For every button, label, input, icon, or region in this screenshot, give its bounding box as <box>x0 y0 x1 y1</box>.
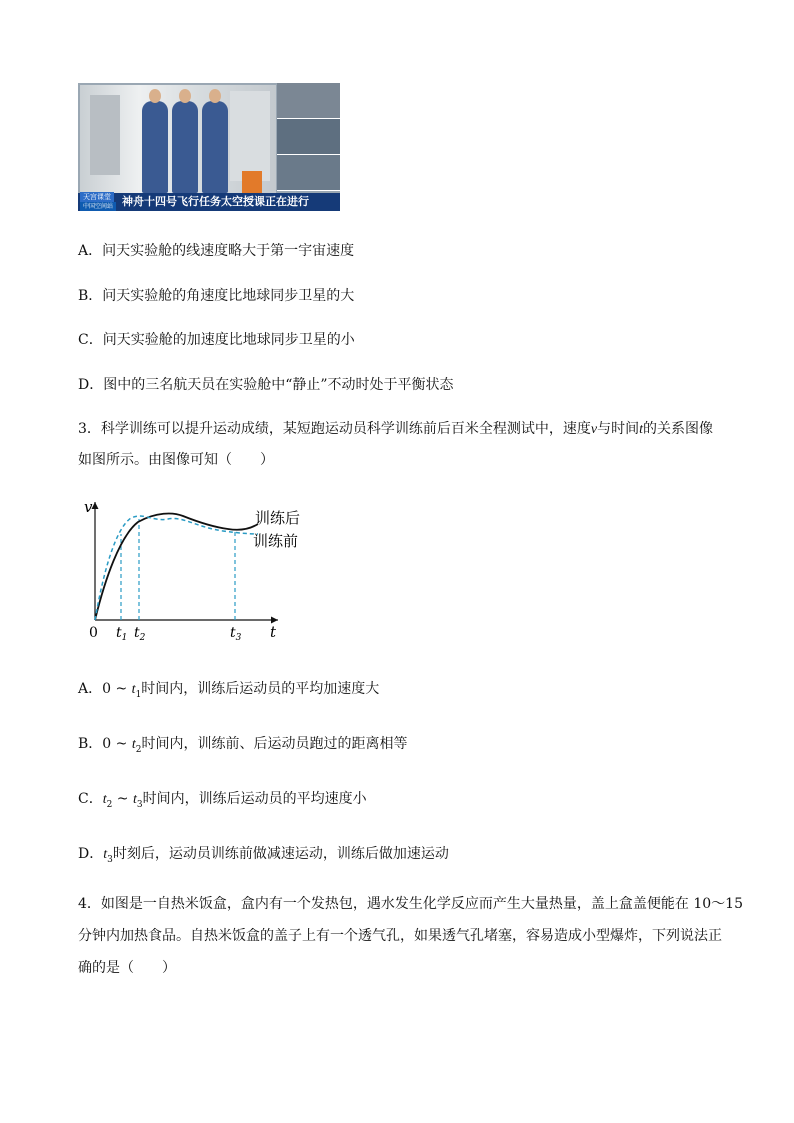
q4-stem-line2: 分钟内加热食品。自热米饭盒的盖子上有一个透气孔，如果透气孔堵塞，容易造成小型爆炸，下列说法正 <box>78 928 722 944</box>
origin-label: 0 <box>89 625 98 641</box>
option-text: 时间内，训练后运动员的平均速度小 <box>142 791 367 807</box>
q3-stem-text: 3．科学训练可以提升运动成绩，某短跑运动员科学训练前后百米全程测试中，速度 <box>78 421 591 437</box>
tick-t1: $t_1$ <box>116 625 128 643</box>
astronaut <box>202 101 228 193</box>
tilde: ~ <box>112 791 133 807</box>
label-before-training: 训练前 <box>253 532 299 550</box>
option-prefix: B． <box>78 736 103 752</box>
photo-caption: 神舟十四号飞行任务太空授课正在进行 <box>122 195 309 208</box>
q3-stem-line1 <box>78 419 713 440</box>
option-text: 时间内，训练后运动员的平均加速度大 <box>141 681 380 697</box>
equipment-box <box>242 171 262 193</box>
subscript: 2 <box>135 744 142 755</box>
q2-option-c: C．问天实验舱的加速度比地球同步卫星的小 <box>78 332 355 348</box>
tick-t2: $t_2$ <box>134 625 146 643</box>
classroom-thumbnail <box>277 119 340 155</box>
wall-panel <box>90 95 120 175</box>
station-tag: 中国空间站 <box>80 202 116 211</box>
velocity-time-chart <box>78 494 318 644</box>
q2-option-a: A．问天实验舱的线速度略大于第一宇宙速度 <box>78 243 355 259</box>
subscript: 1 <box>135 689 142 700</box>
subscript: 3 <box>107 854 113 865</box>
v-symbol: v <box>590 422 598 437</box>
wall-panel <box>230 91 270 181</box>
lab-module-scene <box>80 85 276 193</box>
q3-option-b <box>78 734 407 760</box>
t-symbol: t <box>131 682 136 697</box>
t-symbol: t <box>131 737 136 752</box>
option-text: 时间内，训练前、后运动员跑过的距离相等 <box>141 736 408 752</box>
astronaut <box>172 101 198 193</box>
range-start: 0 ~ <box>102 681 132 697</box>
classroom-thumbnail <box>277 155 340 191</box>
t-symbol: t <box>639 422 644 437</box>
classroom-thumbnail <box>277 83 340 119</box>
label-after-training: 训练后 <box>255 509 301 527</box>
q3-stem-line2: 如图所示。由图像可知（ ） <box>78 452 274 468</box>
q3-option-d <box>78 844 449 870</box>
q2-option-b: B．问天实验舱的角速度比地球同步卫星的大 <box>78 288 355 304</box>
astronaut <box>142 101 168 193</box>
tick-t3: $t_3$ <box>230 625 242 643</box>
subscript: 3 <box>136 799 143 810</box>
q3-option-a <box>78 679 379 705</box>
tiangong-tag: 天宫课堂 <box>80 192 114 202</box>
subscript: 2 <box>106 799 113 810</box>
q4-stem-line3: 确的是（ ） <box>78 960 176 976</box>
t-symbol: t <box>103 847 108 862</box>
t-symbol: t <box>102 792 107 807</box>
space-lecture-photo <box>78 83 340 211</box>
option-prefix: C． <box>78 791 103 807</box>
option-text: 时刻后，运动员训练前做减速运动，训练后做加速运动 <box>112 846 449 862</box>
classroom-thumbnails <box>277 83 340 193</box>
q2-option-d: D．图中的三名航天员在实验舱中“静止”不动时处于平衡状态 <box>78 377 454 393</box>
option-prefix: D． <box>78 846 104 862</box>
y-axis-label: v <box>84 498 93 516</box>
q3-stem-text: 与时间 <box>597 421 640 437</box>
series-after-training <box>95 514 258 620</box>
option-prefix: A． <box>78 681 103 697</box>
t-symbol: t <box>132 792 137 807</box>
q4-stem-line1: 4．如图是一自热米饭盒，盒内有一个发热包，遇水发生化学反应而产生大量热量，盖上盒盖便能在 10～15 <box>78 896 743 912</box>
q3-stem-text: 的关系图像 <box>643 421 714 437</box>
series-before-training <box>95 516 258 620</box>
q3-option-c <box>78 789 367 815</box>
range-start: 0 ~ <box>102 736 132 752</box>
x-axis-label: t <box>270 623 277 641</box>
